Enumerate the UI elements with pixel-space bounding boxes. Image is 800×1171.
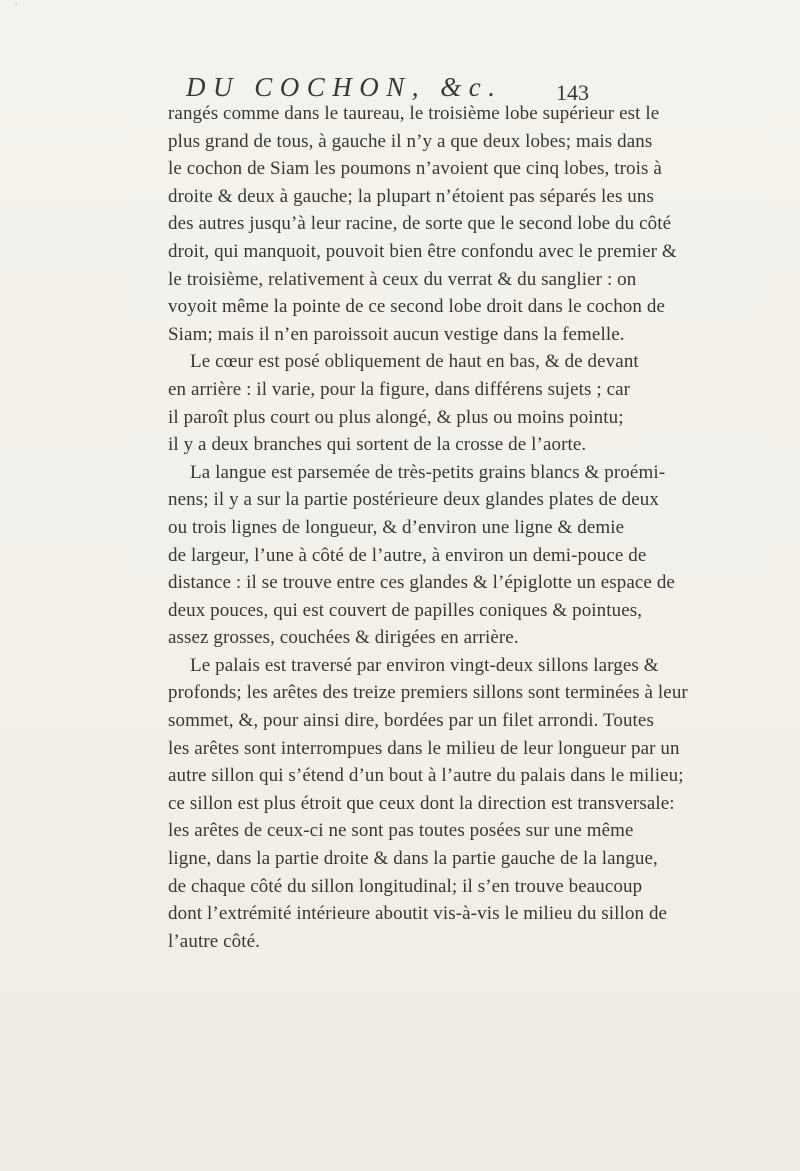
text-line: il y a deux branches qui sortent de la crosse de l’aorte. bbox=[168, 434, 587, 456]
text-line: en arrière : il varie, pour la figure, dans différens sujets ; car bbox=[168, 378, 631, 400]
text-line: de largeur, l’une à côté de l’autre, à environ un demi-pouce de bbox=[168, 544, 647, 566]
paragraph bbox=[168, 348, 639, 458]
text-line: distance : il se trouve entre ces glandes & l’épiglotte un espace de bbox=[168, 572, 675, 594]
text-line: droit, qui manquoit, pouvoit bien être confondu avec le premier & bbox=[168, 240, 677, 262]
text-line: autre sillon qui s’étend d’un bout à l’autre du palais dans le milieu; bbox=[168, 765, 684, 787]
text-line: Siam; mais il n’en paroissoit aucun vestige dans la femelle. bbox=[168, 323, 625, 345]
text-line: Le palais est traversé par environ vingt-deux sillons larges & bbox=[190, 654, 659, 676]
text-line: sommet, &, pour ainsi dire, bordées par un filet arrondi. Toutes bbox=[168, 710, 654, 732]
text-line: plus grand de tous, à gauche il n’y a que deux lobes; mais dans bbox=[168, 130, 653, 152]
text-line: profonds; les arêtes des treize premiers sillons sont terminées à leur bbox=[168, 682, 688, 704]
body-text bbox=[168, 100, 688, 955]
text-line: droite & deux à gauche; la plupart n’étoient pas séparés les uns bbox=[168, 185, 654, 207]
paragraph bbox=[168, 652, 688, 956]
page-number: 143 bbox=[556, 80, 589, 105]
text-line: dont l’extrémité intérieure aboutit vis-à-vis le milieu du sillon de bbox=[168, 903, 668, 925]
corner-mark: ` bbox=[14, 0, 19, 15]
paragraph bbox=[168, 100, 677, 348]
text-line: ligne, dans la partie droite & dans la partie gauche de la langue, bbox=[168, 848, 658, 870]
text-line: deux pouces, qui est couvert de papilles coniques & pointues, bbox=[168, 599, 643, 621]
text-line: le troisième, relativement à ceux du verrat & du sanglier : on bbox=[168, 268, 637, 290]
running-head-title: DU COCHON, &c. bbox=[186, 72, 503, 102]
text-line: assez grosses, couchées & dirigées en arrière. bbox=[168, 627, 519, 649]
text-line: de chaque côté du sillon longitudinal; il s’en trouve beaucoup bbox=[168, 875, 643, 897]
text-line: nens; il y a sur la partie postérieure deux glandes plates de deux bbox=[168, 489, 659, 511]
text-line: voyoit même la pointe de ce second lobe droit dans le cochon de bbox=[168, 296, 665, 318]
text-line: le cochon de Siam les poumons n’avoient que cinq lobes, trois à bbox=[168, 158, 662, 180]
text-line: les arêtes de ceux-ci ne sont pas toutes posées sur une même bbox=[168, 820, 634, 842]
text-line: les arêtes sont interrompues dans le milieu de leur longueur par un bbox=[168, 737, 680, 759]
text-line: l’autre côté. bbox=[168, 930, 261, 952]
text-line: rangés comme dans le taureau, le troisième lobe supérieur est le bbox=[168, 103, 660, 124]
text-line: ou trois lignes de longueur, & d’environ une ligne & demie bbox=[168, 516, 625, 538]
text-line: Le cœur est posé obliquement de haut en bas, & de devant bbox=[190, 351, 639, 373]
text-line: des autres jusqu’à leur racine, de sorte que le second lobe du côté bbox=[168, 213, 672, 235]
text-line: La langue est parsemée de très-petits grains blancs & proémi- bbox=[190, 461, 666, 483]
paragraph bbox=[168, 459, 675, 652]
text-line: il paroît plus court ou plus alongé, & plus ou moins pointu; bbox=[168, 406, 624, 428]
text-line: ce sillon est plus étroit que ceux dont la direction est transversale: bbox=[168, 792, 675, 814]
